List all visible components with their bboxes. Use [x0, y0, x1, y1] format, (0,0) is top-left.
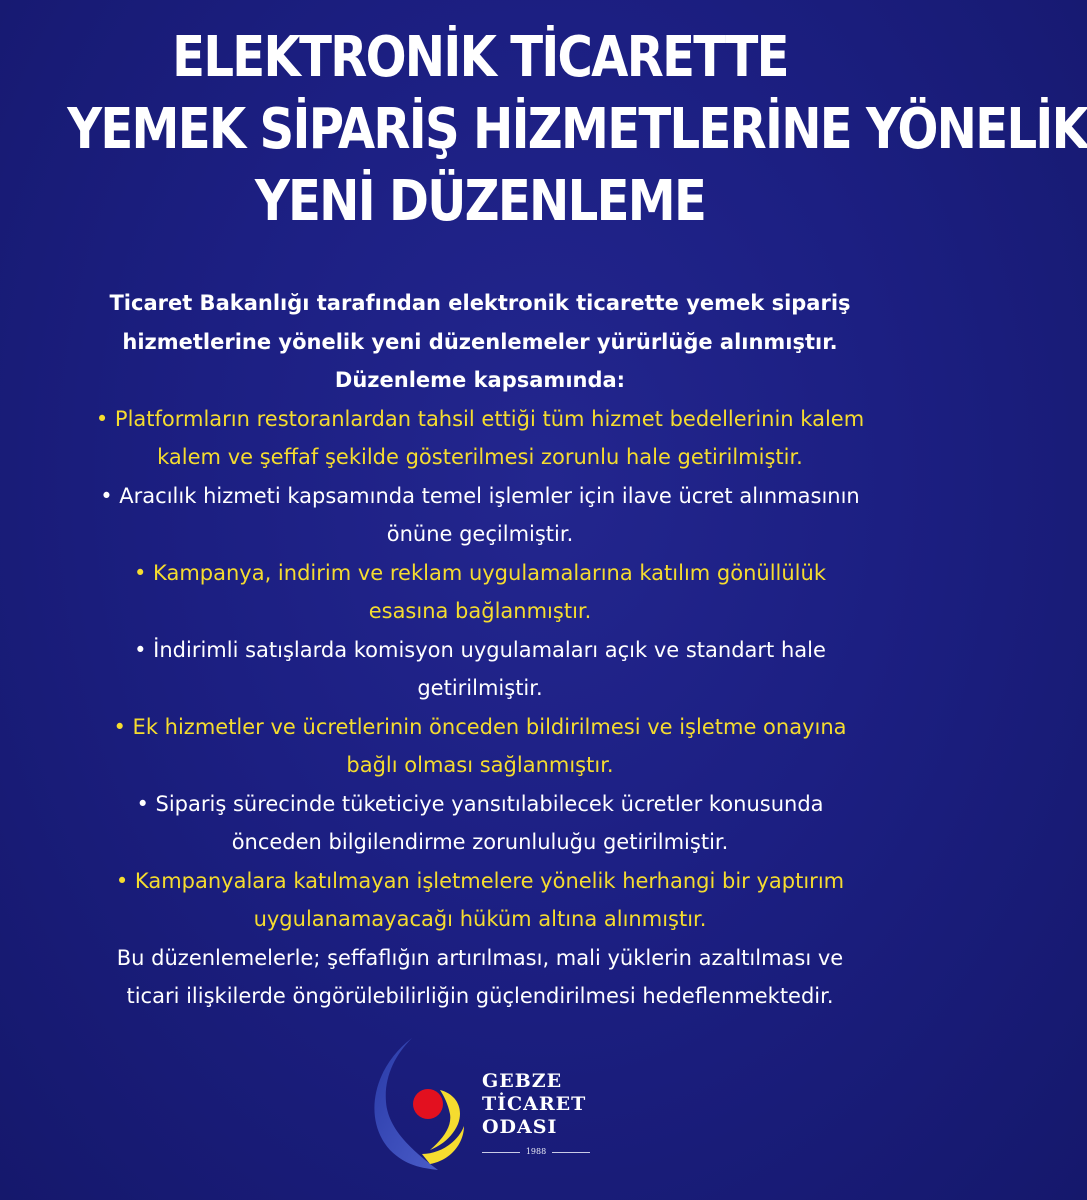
- bullet-2-line-1: • Aracılık hizmeti kapsamında temel işlemler için ilave ücret alınmasının: [100, 483, 860, 508]
- bullet-7-line-1: • Kampanyalara katılmayan işletmelere yönelik herhangi bir yaptırım: [115, 868, 845, 893]
- announcement-body: [40, 284, 920, 1016]
- chamber-logo-mark-icon: [360, 1030, 480, 1180]
- bullet-4-line-2: getirilmiştir.: [417, 676, 543, 700]
- scope-heading: Düzenleme kapsamında:: [334, 368, 626, 392]
- logo-red-circle: [413, 1089, 443, 1119]
- headline-line-1: ELEKTRONİK TİCARETTE: [172, 25, 788, 90]
- bullet-5-line-2: bağlı olması sağlanmıştır.: [346, 753, 614, 777]
- bullet-6-line-1: • Sipariş sürecinde tüketiciye yansıtılabilecek ücretler konusunda: [136, 791, 824, 816]
- bullet-2-line-2: önüne geçilmiştir.: [386, 522, 574, 546]
- founding-year: 1988: [525, 1147, 547, 1156]
- intro-line-2: hizmetlerine yönelik yeni düzenlemeler yürürlüğe alınmıştır.: [122, 329, 838, 354]
- bullet-6-line-2: önceden bilgilendirme zorunluluğu getirilmiştir.: [231, 830, 729, 854]
- headline-line-3: YENİ DÜZENLEME: [254, 169, 706, 234]
- year-rule-right: [552, 1152, 590, 1153]
- headline: [0, 22, 1087, 238]
- bullet-1-line-1: • Platformların restoranlardan tahsil ettiği tüm hizmet bedellerinin kalem: [95, 406, 865, 431]
- chamber-name-line-3: ODASI: [482, 1116, 558, 1138]
- chamber-name: [482, 1070, 586, 1139]
- founding-year-row: [482, 1146, 590, 1158]
- chamber-name-line-1: GEBZE: [482, 1070, 563, 1092]
- chamber-name-line-2: TİCARET: [482, 1093, 587, 1115]
- bullet-3-line-2: esasına bağlanmıştır.: [368, 599, 592, 623]
- intro-line-1: Ticaret Bakanlığı tarafından elektronik ticarette yemek sipariş: [109, 291, 851, 315]
- logo-yellow-tail: [422, 1126, 464, 1164]
- closing-line-2: ticari ilişkilerde öngörülebilirliğin güçlendirilmesi hedeflenmektedir.: [126, 984, 834, 1008]
- chamber-logo: [360, 1030, 610, 1180]
- bullet-4-line-1: • İndirimli satışlarda komisyon uygulamaları açık ve standart hale: [134, 637, 826, 662]
- bullet-3-line-1: • Kampanya, indirim ve reklam uygulamalarına katılım gönüllülük: [133, 560, 826, 585]
- bullet-1-line-2: kalem ve şeffaf şekilde gösterilmesi zorunlu hale getirilmiştir.: [157, 445, 803, 469]
- closing-line-1: Bu düzenlemelerle; şeffaflığın artırılması, mali yüklerin azaltılması ve: [116, 945, 844, 970]
- bullet-5-line-1: • Ek hizmetler ve ücretlerinin önceden bildirilmesi ve işletme onayına: [113, 714, 847, 739]
- headline-line-2: YEMEK SİPARİŞ HİZMETLERİNE YÖNELİK: [67, 97, 1087, 162]
- bullet-7-line-2: uygulanamayacağı hüküm altına alınmıştır.: [253, 907, 707, 931]
